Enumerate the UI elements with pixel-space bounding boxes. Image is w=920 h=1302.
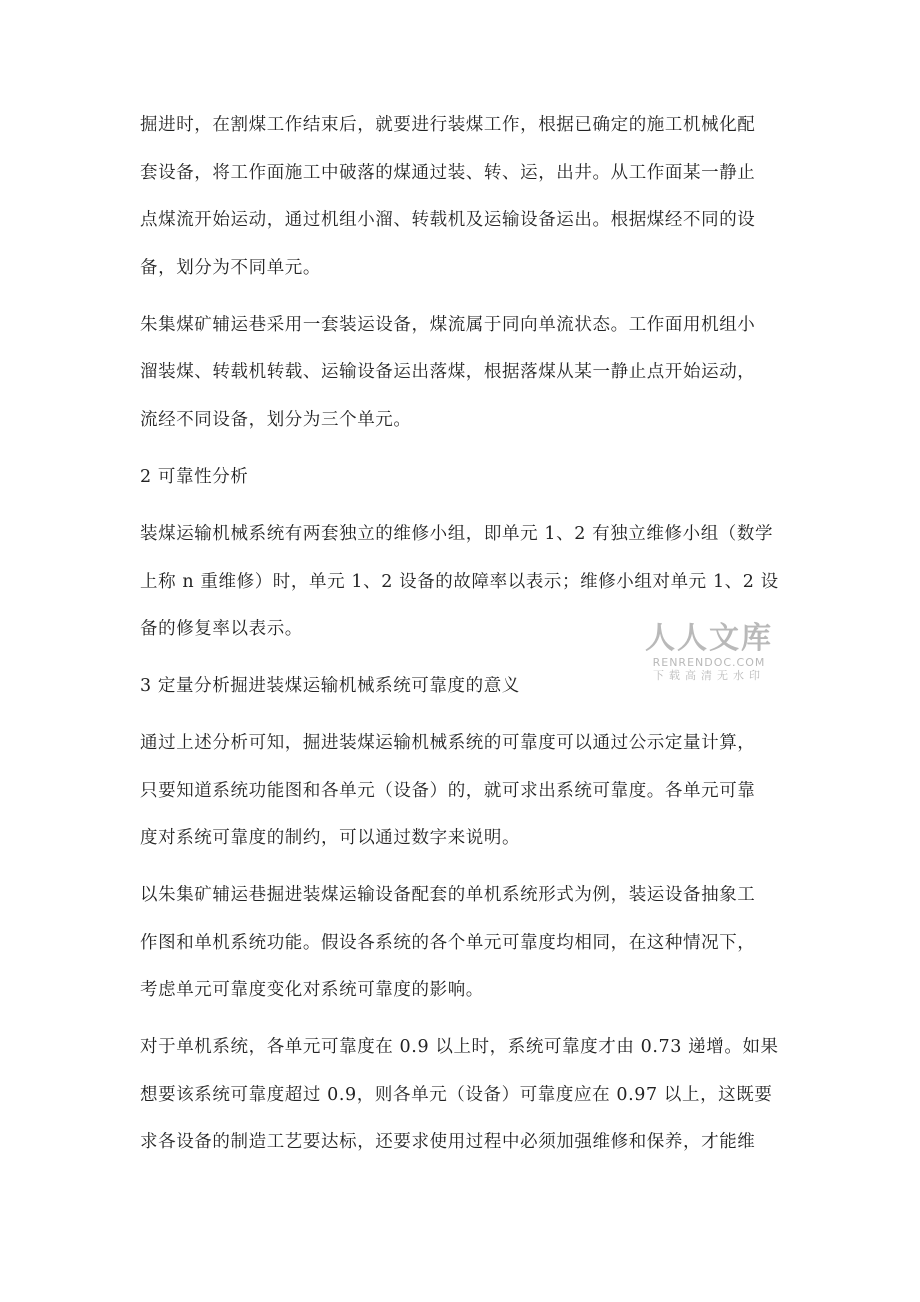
watermark-slogan: 下载高清无水印	[653, 669, 765, 682]
paragraph-2-line-1: 朱集煤矿辅运巷采用一套装运设备，煤流属于同向单流状态。工作面用机组小	[140, 315, 756, 335]
watermark-title: 人人文库	[645, 621, 773, 656]
paragraph-1-line-2: 套设备，将工作面施工中破落的煤通过装、转、运，出井。从工作面某一静止	[140, 163, 756, 183]
paragraph-6-line-3: 求各设备的制造工艺要达标，还要求使用过程中必须加强维修和保养，才能维	[140, 1132, 756, 1152]
paragraph-6-line-1: 对于单机系统，各单元可靠度在 0.9 以上时，系统可靠度才由 0.73 递增。如果	[140, 1037, 779, 1057]
paragraph-3-line-3: 备的修复率以表示。	[140, 619, 303, 639]
paragraph-5-line-3: 考虑单元可靠度变化对系统可靠度的影响。	[140, 980, 484, 1000]
watermark	[644, 622, 774, 683]
watermark-url: RENRENDOC.COM	[652, 656, 766, 669]
section-heading-2: 2 可靠性分析	[140, 467, 249, 487]
paragraph-2-line-2: 溜装煤、转载机转载、运输设备运出落煤，根据落煤从某一静止点开始运动，	[140, 362, 756, 382]
paragraph-5-line-2: 作图和单机系统功能。假设各系统的各个单元可靠度均相同，在这种情况下，	[140, 933, 756, 953]
section-heading-3: 3 定量分析掘进装煤运输机械系统可靠度的意义	[140, 676, 520, 696]
paragraph-4-line-1: 通过上述分析可知，掘进装煤运输机械系统的可靠度可以通过公示定量计算，	[140, 733, 756, 753]
paragraph-6-line-2: 想要该系统可靠度超过 0.9，则各单元（设备）可靠度应在 0.97 以上，这既要	[140, 1085, 773, 1105]
paragraph-3-line-2: 上称 n 重维修）时，单元 1、2 设备的故障率以表示；维修小组对单元 1、2 设	[140, 572, 779, 592]
paragraph-1-line-1: 掘进时，在割煤工作结束后，就要进行装煤工作，根据已确定的施工机械化配	[140, 115, 756, 135]
paragraph-5-line-1: 以朱集矿辅运巷掘进装煤运输设备配套的单机系统形式为例，装运设备抽象工	[140, 885, 756, 905]
paragraph-2-line-3: 流经不同设备，划分为三个单元。	[140, 410, 412, 430]
paragraph-1-line-4: 备，划分为不同单元。	[140, 258, 321, 278]
paragraph-4-line-2: 只要知道系统功能图和各单元（设备）的，就可求出系统可靠度。各单元可靠	[140, 781, 756, 801]
paragraph-3-line-1: 装煤运输机械系统有两套独立的维修小组，即单元 1、2 有独立维修小组（数学	[140, 524, 774, 544]
paragraph-4-line-3: 度对系统可靠度的制约，可以通过数字来说明。	[140, 828, 521, 848]
paragraph-1-line-3: 点煤流开始运动，通过机组小溜、转载机及运输设备运出。根据煤经不同的设	[140, 210, 756, 230]
